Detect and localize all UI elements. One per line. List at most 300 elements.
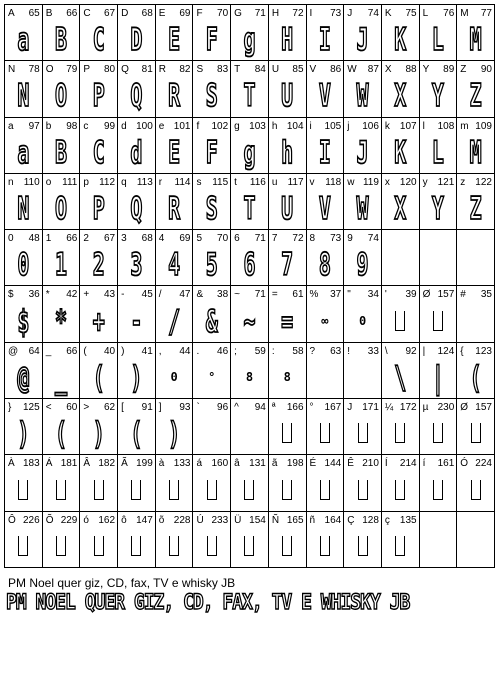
missing-glyph-box	[320, 536, 330, 556]
glyph-code: 121	[437, 176, 455, 188]
glyph-char: M	[460, 8, 469, 19]
glyph-label	[196, 64, 228, 75]
glyph-cell	[43, 61, 81, 117]
glyph-cell	[231, 286, 269, 342]
glyph-preview	[43, 527, 80, 565]
glyph-label	[347, 233, 379, 244]
glyph-code: 40	[103, 345, 116, 357]
glyph-preview	[193, 470, 230, 508]
missing-glyph-box	[395, 480, 405, 500]
glyph-char: @	[8, 345, 19, 357]
glyph-shape: V	[318, 189, 331, 227]
glyph-char: Ç	[347, 514, 355, 526]
glyph-code: 107	[399, 120, 417, 132]
glyph-shape: R	[168, 76, 181, 115]
glyph-char: 9	[347, 233, 353, 245]
glyph-char: \	[384, 345, 388, 357]
glyph-cell	[457, 118, 495, 174]
glyph-code: 162	[98, 514, 116, 526]
glyph-code: 111	[62, 176, 78, 188]
glyph-label	[46, 233, 78, 244]
glyph-preview	[80, 20, 117, 58]
glyph-preview	[193, 20, 230, 58]
glyph-code: 73	[330, 8, 342, 19]
glyph-char: a	[8, 120, 14, 132]
glyph-shape: P	[92, 189, 105, 227]
glyph-char: ;	[234, 345, 237, 357]
glyph-cell	[344, 286, 382, 342]
glyph-shape: &	[205, 302, 218, 340]
glyph-preview	[344, 470, 381, 508]
glyph-code: 224	[475, 458, 492, 470]
glyph-cell	[80, 230, 118, 286]
glyph-label	[460, 289, 492, 300]
glyph-cell	[344, 512, 382, 568]
glyph-char: Ã	[121, 458, 128, 470]
glyph-code: 128	[362, 514, 379, 526]
glyph-code: 93	[179, 402, 191, 414]
glyph-char: Ê	[347, 458, 354, 470]
glyph-cell	[231, 61, 269, 117]
glyph-code: 228	[173, 514, 191, 526]
glyph-code: 154	[249, 514, 266, 526]
glyph-label	[272, 177, 304, 188]
glyph-cell	[5, 118, 43, 174]
glyph-label	[272, 121, 304, 132]
glyph-char: _	[45, 345, 52, 357]
glyph-shape: O	[55, 189, 68, 227]
glyph-cell	[5, 343, 43, 399]
glyph-char: õ	[158, 514, 165, 526]
glyph-char: -	[121, 289, 125, 301]
glyph-label	[46, 64, 78, 75]
glyph-cell	[118, 174, 156, 230]
glyph-label	[83, 177, 115, 188]
glyph-code: 90	[480, 64, 492, 76]
glyph-cell	[307, 61, 345, 117]
glyph-char: Á	[45, 458, 53, 470]
glyph-preview	[80, 527, 117, 565]
glyph-preview	[420, 414, 457, 452]
glyph-preview	[193, 245, 230, 283]
glyph-code: 71	[254, 289, 266, 301]
glyph-label	[385, 458, 417, 469]
glyph-code: 96	[217, 402, 229, 414]
glyph-shape: /	[168, 302, 181, 340]
glyph-cell	[118, 455, 156, 511]
glyph-label	[83, 8, 115, 19]
glyph-code: 92	[405, 345, 417, 357]
glyph-char: 7	[271, 233, 278, 245]
glyph-char: ,	[158, 345, 162, 357]
glyph-code: 38	[217, 289, 229, 301]
glyph-label	[234, 515, 266, 526]
glyph-char: Q	[121, 64, 129, 76]
glyph-shape: 3	[130, 245, 143, 283]
glyph-shape: N	[17, 189, 30, 227]
glyph-cell	[80, 343, 118, 399]
missing-glyph-box	[18, 480, 28, 500]
glyph-label	[310, 402, 342, 413]
glyph-code: 67	[103, 8, 116, 19]
glyph-code: 83	[217, 64, 229, 76]
glyph-label	[234, 346, 266, 357]
glyph-label	[310, 233, 342, 244]
glyph-label	[272, 515, 304, 526]
glyph-label	[347, 346, 379, 357]
missing-glyph-box	[169, 536, 179, 556]
glyph-label	[83, 233, 115, 244]
glyph-char: f	[196, 120, 200, 132]
glyph-code: 82	[179, 64, 191, 76]
glyph-cell	[382, 399, 420, 455]
glyph-label	[310, 177, 342, 188]
glyph-shape: 0	[358, 313, 367, 328]
glyph-char: `	[196, 402, 200, 414]
glyph-char: Y	[422, 64, 430, 76]
glyph-label	[196, 458, 228, 469]
glyph-label	[8, 458, 40, 469]
glyph-label	[46, 402, 78, 413]
glyph-preview	[43, 76, 80, 114]
missing-glyph-box	[433, 480, 443, 500]
glyph-preview	[80, 133, 117, 171]
glyph-shape: *	[55, 302, 68, 340]
glyph-label	[121, 515, 153, 526]
glyph-code: 64	[28, 345, 40, 357]
glyph-preview	[307, 76, 344, 114]
glyph-code: 182	[98, 458, 116, 470]
glyph-label	[46, 121, 78, 132]
glyph-shape: a	[17, 133, 30, 171]
glyph-cell	[80, 399, 118, 455]
glyph-char: R	[158, 64, 166, 76]
glyph-shape: )	[17, 414, 30, 452]
glyph-code: 42	[66, 289, 78, 301]
missing-glyph-box	[94, 480, 104, 500]
glyph-label	[272, 458, 304, 469]
glyph-code: 118	[325, 176, 342, 188]
glyph-code: 33	[367, 345, 379, 357]
glyph-cell	[193, 5, 231, 61]
glyph-cell	[5, 174, 43, 230]
glyph-preview	[5, 301, 42, 339]
glyph-label	[234, 177, 266, 188]
glyph-char: |	[422, 345, 426, 357]
glyph-preview	[420, 76, 457, 114]
glyph-code: 74	[367, 8, 379, 19]
glyph-cell	[382, 286, 420, 342]
glyph-label	[385, 64, 417, 75]
glyph-shape: |	[431, 358, 444, 396]
glyph-label	[423, 289, 455, 300]
glyph-preview	[344, 245, 381, 283]
glyph-preview	[231, 470, 268, 508]
glyph-label	[121, 402, 153, 413]
glyph-shape: =	[281, 302, 294, 340]
glyph-preview	[43, 301, 80, 339]
glyph-cell	[231, 118, 269, 174]
glyph-cell	[193, 343, 231, 399]
glyph-label	[423, 121, 455, 132]
glyph-preview	[193, 76, 230, 114]
glyph-char: 6	[234, 233, 240, 245]
glyph-cell	[231, 174, 269, 230]
glyph-char: k	[384, 120, 390, 132]
glyph-preview	[382, 358, 419, 396]
glyph-shape: C	[92, 20, 105, 58]
glyph-cell	[307, 455, 345, 511]
glyph-cell	[118, 343, 156, 399]
glyph-cell	[156, 455, 194, 511]
glyph-preview	[5, 527, 42, 565]
glyph-shape: 0	[170, 369, 178, 384]
glyph-code: 109	[475, 120, 492, 132]
glyph-char: â	[234, 458, 240, 470]
glyph-shape: 6	[243, 245, 256, 283]
glyph-label	[460, 177, 492, 188]
glyph-label	[196, 233, 228, 244]
glyph-label	[423, 402, 455, 413]
glyph-code: 131	[249, 458, 266, 470]
glyph-code: 183	[23, 458, 40, 470]
glyph-cell	[382, 455, 420, 511]
glyph-label	[196, 289, 228, 300]
glyph-cell	[269, 5, 307, 61]
glyph-preview	[156, 414, 193, 452]
glyph-preview	[457, 76, 494, 114]
glyph-cell	[457, 512, 495, 568]
glyph-preview	[307, 414, 344, 452]
glyph-cell	[156, 399, 194, 455]
glyph-cell	[420, 286, 458, 342]
glyph-char: )	[121, 345, 125, 357]
glyph-shape: K	[394, 133, 407, 171]
glyph-char: ~	[234, 289, 240, 301]
glyph-char: L	[422, 8, 429, 19]
glyph-code: 172	[399, 402, 417, 414]
glyph-cell	[156, 118, 194, 174]
glyph-char: :	[271, 345, 275, 357]
glyph-shape: a	[17, 20, 30, 58]
glyph-preview	[118, 76, 155, 114]
glyph-char: z	[460, 176, 466, 188]
glyph-char: *	[45, 289, 50, 301]
glyph-code: 63	[330, 345, 342, 357]
glyph-char: V	[309, 64, 317, 76]
glyph-preview	[118, 358, 155, 396]
glyph-code: 181	[60, 458, 78, 470]
glyph-preview	[5, 245, 42, 283]
glyph-code: 80	[103, 64, 116, 76]
glyph-code: 108	[437, 120, 455, 132]
glyph-label	[460, 121, 492, 132]
glyph-char: (	[83, 345, 87, 357]
glyph-preview	[80, 189, 117, 227]
glyph-preview	[382, 189, 419, 227]
glyph-cell	[420, 61, 458, 117]
glyph-char: K	[384, 8, 392, 19]
glyph-code: 144	[324, 458, 342, 470]
glyph-preview	[193, 133, 230, 171]
glyph-shape: U	[281, 189, 294, 227]
glyph-shape: R	[168, 189, 181, 227]
glyph-code: 171	[362, 402, 379, 414]
glyph-cell	[344, 174, 382, 230]
glyph-shape: O	[55, 76, 68, 115]
glyph-label	[460, 346, 492, 357]
glyph-shape: N	[17, 76, 30, 115]
glyph-shape: $	[17, 302, 30, 340]
glyph-shape: J	[356, 133, 369, 171]
glyph-code: 133	[173, 458, 191, 470]
glyph-preview	[269, 527, 306, 565]
glyph-preview	[269, 133, 306, 171]
glyph-code: 46	[217, 345, 229, 357]
glyph-code: 62	[103, 402, 116, 414]
glyph-code: 34	[367, 289, 379, 301]
glyph-shape: g	[243, 20, 256, 58]
glyph-shape: K	[394, 20, 407, 58]
glyph-char: o	[45, 176, 52, 188]
glyph-cell	[457, 286, 495, 342]
glyph-shape: M	[469, 133, 482, 171]
glyph-preview	[307, 189, 344, 227]
glyph-shape: ~	[243, 302, 256, 340]
glyph-code: 167	[324, 402, 342, 414]
glyph-shape: H	[281, 20, 294, 58]
missing-glyph-box	[358, 536, 368, 556]
glyph-label	[8, 515, 40, 526]
glyph-preview	[269, 76, 306, 114]
glyph-shape: X	[394, 189, 407, 227]
glyph-cell	[344, 5, 382, 61]
glyph-label	[234, 233, 266, 244]
glyph-cell	[344, 343, 382, 399]
glyph-cell	[43, 455, 81, 511]
missing-glyph-box	[94, 536, 104, 556]
glyph-label	[196, 402, 228, 413]
glyph-char: s	[196, 176, 202, 188]
glyph-label	[159, 458, 191, 469]
glyph-shape: D	[130, 20, 143, 58]
glyph-label	[121, 64, 153, 75]
glyph-cell	[5, 512, 43, 568]
missing-glyph-box	[320, 423, 330, 443]
glyph-preview	[344, 20, 381, 58]
glyph-label	[46, 8, 78, 19]
glyph-preview	[5, 414, 42, 452]
glyph-code: 112	[99, 176, 116, 188]
glyph-char: Ô	[8, 514, 16, 526]
glyph-label	[385, 8, 417, 19]
glyph-char: °	[309, 402, 314, 414]
glyph-label	[8, 233, 40, 244]
glyph-preview	[80, 301, 117, 339]
missing-glyph-box	[56, 536, 66, 556]
glyph-label	[385, 346, 417, 357]
glyph-preview	[269, 245, 306, 283]
glyph-label	[83, 346, 115, 357]
glyph-code: 117	[287, 176, 304, 188]
missing-glyph-box	[433, 311, 443, 331]
glyph-label	[83, 64, 115, 75]
glyph-label	[347, 64, 379, 75]
glyph-shape: Q	[130, 76, 143, 115]
glyph-cell	[420, 399, 458, 455]
glyph-preview	[80, 76, 117, 114]
glyph-cell	[43, 286, 81, 342]
glyph-char: n	[8, 176, 14, 188]
glyph-cell	[193, 61, 231, 117]
glyph-label	[272, 289, 304, 300]
glyph-label	[272, 346, 304, 357]
glyph-cell	[307, 230, 345, 286]
glyph-label	[385, 121, 417, 132]
glyph-cell	[420, 512, 458, 568]
glyph-code: 78	[28, 64, 40, 76]
glyph-code: 66	[66, 8, 78, 19]
glyph-char: d	[121, 120, 127, 132]
glyph-preview	[43, 20, 80, 58]
glyph-cell	[344, 118, 382, 174]
glyph-code: 147	[136, 514, 153, 526]
glyph-code: 72	[292, 8, 304, 19]
glyph-label	[121, 346, 153, 357]
glyph-shape: J	[356, 20, 369, 58]
glyph-preview	[193, 527, 230, 565]
glyph-preview	[457, 301, 494, 339]
glyph-preview	[156, 470, 193, 508]
glyph-cell	[457, 5, 495, 61]
glyph-code: 160	[211, 458, 229, 470]
glyph-label	[196, 8, 228, 19]
glyph-char: ?	[309, 345, 316, 357]
glyph-label	[8, 8, 40, 19]
glyph-label	[347, 515, 379, 526]
glyph-preview	[457, 470, 494, 508]
glyph-code: 161	[437, 458, 455, 470]
glyph-preview	[344, 76, 381, 114]
glyph-preview	[457, 133, 494, 171]
glyph-preview	[344, 527, 381, 565]
missing-glyph-box	[169, 480, 179, 500]
glyph-char: W	[347, 64, 357, 76]
glyph-cell	[344, 399, 382, 455]
glyph-label	[196, 121, 228, 132]
glyph-char: b	[45, 120, 52, 132]
glyph-preview	[307, 20, 344, 58]
glyph-label	[159, 8, 191, 19]
glyph-preview	[382, 20, 419, 58]
glyph-shape: U	[281, 76, 294, 115]
glyph-cell	[43, 230, 81, 286]
glyph-cell	[118, 399, 156, 455]
glyph-code: 58	[292, 345, 304, 357]
glyph-cell	[43, 399, 81, 455]
glyph-cell	[80, 174, 118, 230]
glyph-cell	[307, 343, 345, 399]
glyph-label	[310, 289, 342, 300]
glyph-cell	[420, 230, 458, 286]
glyph-preview	[420, 358, 457, 396]
glyph-code: 84	[254, 64, 266, 76]
glyph-preview	[420, 470, 457, 508]
glyph-preview	[43, 414, 80, 452]
glyph-preview	[269, 358, 306, 396]
glyph-code: 166	[286, 402, 304, 414]
glyph-char: c	[83, 120, 89, 132]
